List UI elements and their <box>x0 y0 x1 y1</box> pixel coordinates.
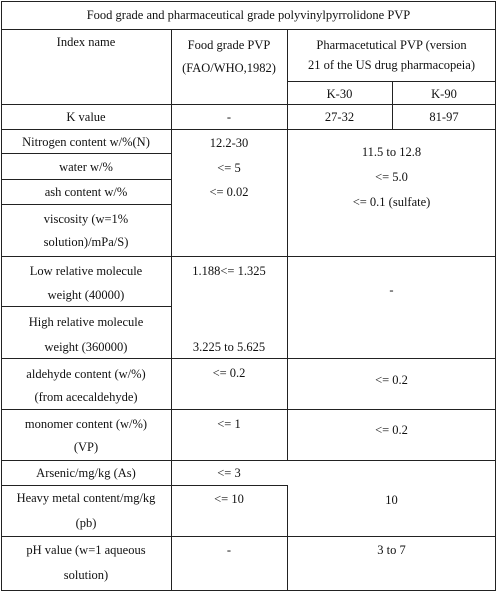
table-title: Food grade and pharmaceutical grade polyvinylpyrrolidone PVP <box>86 8 411 22</box>
row-line <box>1 204 171 205</box>
ash-pharma: <= 0.1 (sulfate) <box>352 195 431 209</box>
border-bottom <box>1 590 496 591</box>
header-food-grade: Food grade PVP <box>187 38 271 52</box>
header-index-name: Index name <box>56 35 116 49</box>
header-k90: K-90 <box>431 87 457 101</box>
viscosity-label-unit: solution)/mPa/S) <box>43 235 129 249</box>
row-line <box>1 536 496 537</box>
heavy-metal-food: <= 10 <box>214 492 244 506</box>
row-line <box>1 179 171 180</box>
nitrogen-pharma: 11.5 to 12.8 <box>361 145 422 159</box>
header-pharma-grade-source: 21 of the US drug pharmacopeia) <box>308 58 475 72</box>
pvp-spec-table <box>1 1 496 591</box>
monomer-label-unit: (VP) <box>73 440 99 454</box>
water-label: water w/% <box>59 160 113 174</box>
row-line <box>1 256 496 257</box>
row-line <box>1 104 496 105</box>
ash-food: <= 0.02 <box>209 185 249 199</box>
molecular-weight-pharma: - <box>389 283 394 297</box>
k-value-k90: 81-97 <box>429 110 459 124</box>
header-k30: K-30 <box>326 87 353 101</box>
aldehyde-pharma: <= 0.2 <box>375 373 408 387</box>
ph-label-unit: solution) <box>63 568 109 582</box>
row-line <box>1 129 496 130</box>
high-mw-food: 3.225 to 5.625 <box>192 340 266 354</box>
water-pharma: <= 5.0 <box>375 170 408 184</box>
aldehyde-label-source: (from acecaldehyde) <box>34 390 138 404</box>
low-mw-food: 1.188<= 1.325 <box>192 264 266 278</box>
border-top <box>1 1 496 2</box>
aldehyde-label: aldehyde content (w/%) <box>26 367 146 381</box>
row-line <box>1 358 496 359</box>
row-line <box>1 306 171 307</box>
arsenic-food: <= 3 <box>217 466 241 480</box>
k-value-k30: 27-32 <box>324 110 355 124</box>
row-line <box>1 460 496 461</box>
monomer-pharma: <= 0.2 <box>375 423 408 437</box>
ph-food: - <box>226 543 232 557</box>
viscosity-label: viscosity (w=1% <box>43 212 129 226</box>
ph-pharma: 3 to 7 <box>377 543 406 557</box>
monomer-food: <= 1 <box>217 417 241 431</box>
nitrogen-label: Nitrogen content w/%(N) <box>22 135 150 149</box>
row-line <box>1 409 496 410</box>
header-pharma-grade: Pharmacetutical PVP (version <box>316 38 467 52</box>
aldehyde-food: <= 0.2 <box>212 366 246 380</box>
low-mw-label-value: weight (40000) <box>47 288 125 302</box>
row-line <box>1 29 496 30</box>
heavy-metal-pharma: 10 <box>385 493 398 507</box>
header-food-grade-source: (FAO/WHO,1982) <box>182 61 276 75</box>
ash-label: ash content w/% <box>44 185 128 199</box>
high-mw-label: High relative molecule <box>28 315 144 329</box>
nitrogen-food: 12.2-30 <box>209 136 249 150</box>
k-value-label: K value <box>66 110 106 124</box>
k-value-food: - <box>226 110 232 124</box>
heavy-metal-label: Heavy metal content/mg/kg <box>16 491 156 505</box>
arsenic-label: Arsenic/mg/kg (As) <box>36 466 136 480</box>
monomer-label: monomer content (w/%) <box>24 417 148 431</box>
water-food: <= 5 <box>217 161 241 175</box>
row-line <box>1 153 171 154</box>
low-mw-label: Low relative molecule <box>29 264 143 278</box>
row-line <box>1 485 287 486</box>
ph-label: pH value (w=1 aqueous <box>26 543 146 557</box>
high-mw-label-value: weight (360000) <box>44 340 128 354</box>
heavy-metal-label-unit: (pb) <box>75 516 97 530</box>
